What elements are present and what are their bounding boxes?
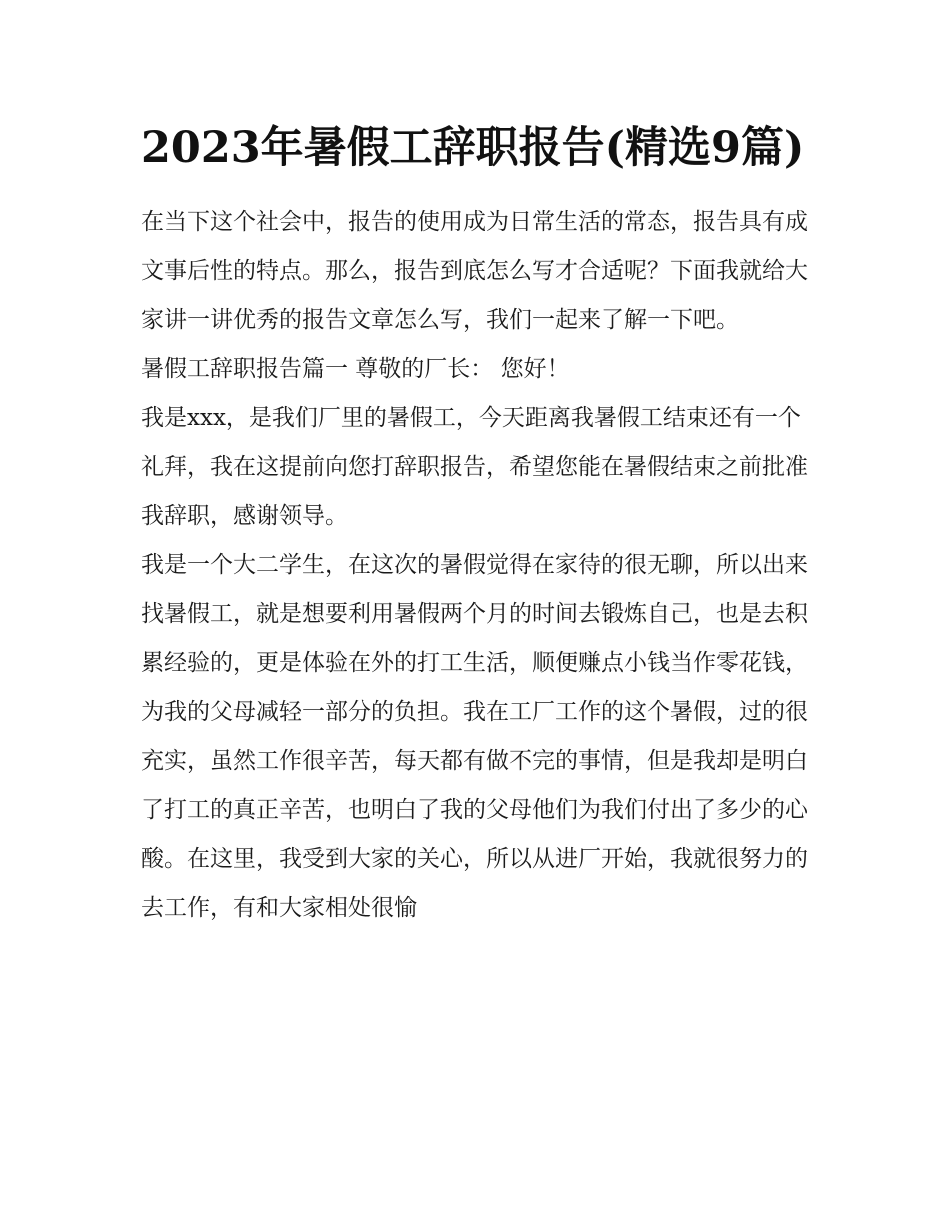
paragraph-salutation: 暑假工辞职报告篇一 尊敬的厂长： 您好！ [141, 356, 570, 382]
paragraph-intro: 在当下这个社会中，报告的使用成为日常生活的常态，报告具有成文事后性的特点。那么，报告到底怎么写才合适呢？下面我就给大家讲一讲优秀的报告文章怎么写，我们一起来了解一下吧。 [141, 209, 808, 333]
paragraph-request: 我是xxx，是我们厂里的暑假工，今天距离我暑假工结束还有一个礼拜，我在这提前向您打辞职报告，希望您能在暑假结束之前批准我辞职，感谢领导。 [141, 405, 808, 529]
paragraph-experience: 我是一个大二学生，在这次的暑假觉得在家待的很无聊，所以出来找暑假工，就是想要利用暑假两个月的时间去锻炼自己，也是去积累经验的，更是体验在外的打工生活，顺便赚点小钱当作零花钱，为我的父母减轻一部分的负担。我在工厂工作的这个暑假，过的很充实，虽然工作很辛苦，每天都有做不完的事情，但是我却是明白了打工的真正辛苦，也明白了我的父母他们为我们付出了多少的心酸。在这里，我受到大家的关心，所以从进厂开始，我就很努力的去工作，有和大家相处很愉 [141, 552, 808, 921]
document-body [141, 112, 813, 933]
document-title: 2023年暑假工辞职报告(精选9篇) [141, 123, 805, 173]
